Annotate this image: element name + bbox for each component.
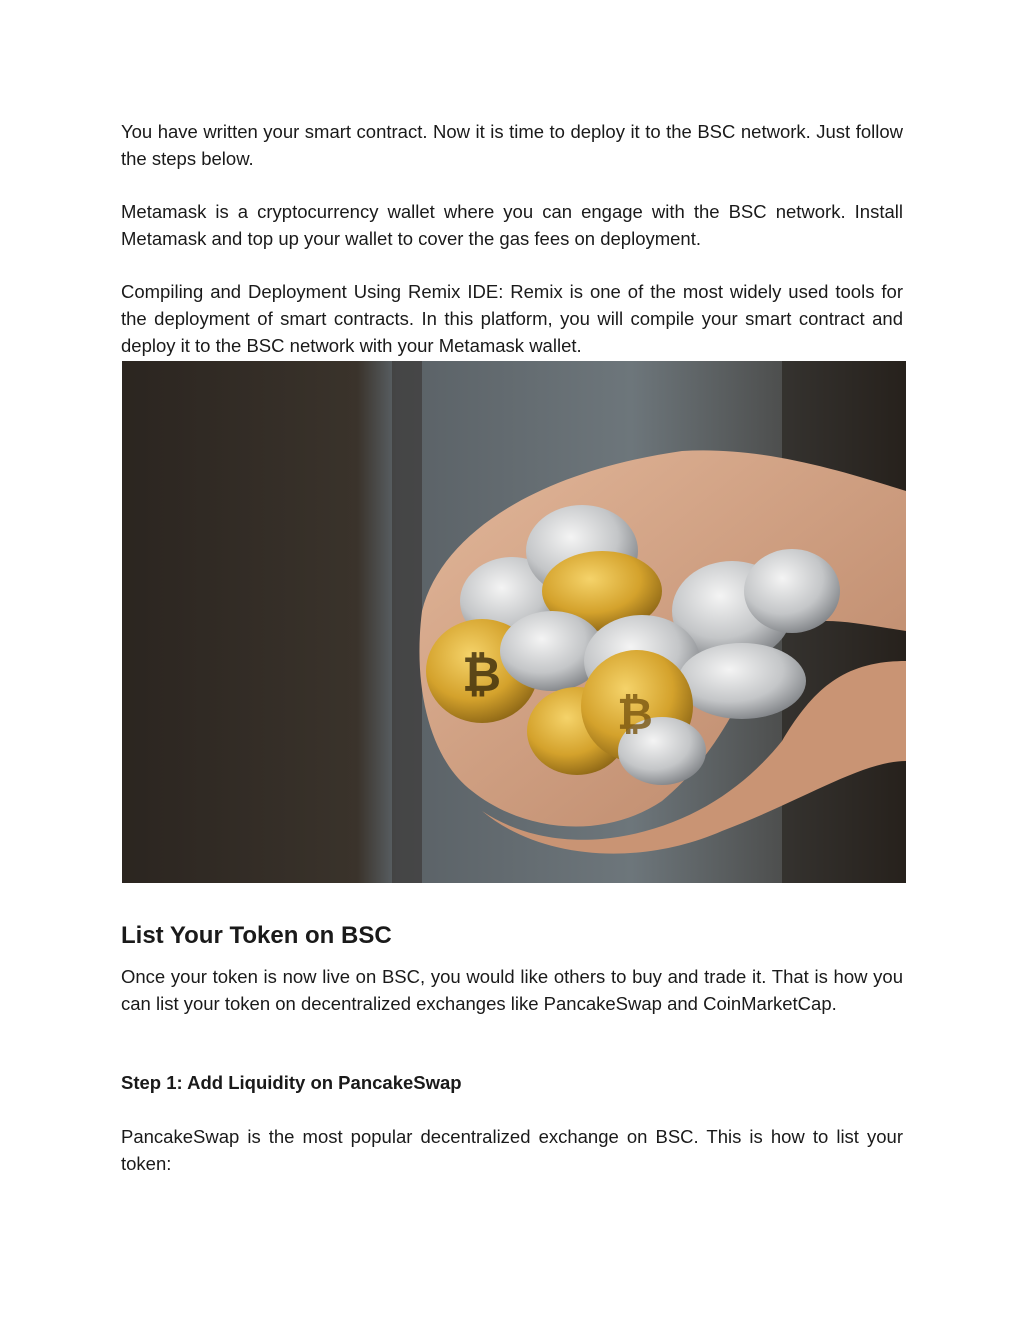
step-heading: Step 1: Add Liquidity on PancakeSwap bbox=[121, 1072, 462, 1093]
crypto-coins-photo bbox=[122, 361, 906, 883]
intro-paragraph-1: You have written your smart contract. Now it is time to deploy it to the BSC network. Just follow the steps below. bbox=[121, 121, 903, 169]
section-heading: List Your Token on BSC bbox=[121, 922, 392, 949]
intro-paragraph-2: Metamask is a cryptocurrency wallet where you can engage with the BSC network. Install Metamask and top up your wallet to cover the gas fees on deployment. bbox=[121, 201, 903, 249]
svg-text:₿: ₿ bbox=[617, 689, 653, 740]
intro-paragraph-3: Compiling and Deployment Using Remix IDE: Remix is one of the most widely used tools for the deployment of smart contracts. In this platform, you will compile your smart contract and deploy it to the BSC network with your Metamask wallet. bbox=[121, 281, 903, 356]
hands-holding-coins-icon bbox=[122, 361, 906, 883]
section-paragraph-2: PancakeSwap is the most popular decentralized exchange on BSC. This is how to list your token: bbox=[121, 1126, 903, 1174]
svg-text:₿: ₿ bbox=[462, 647, 502, 703]
section-paragraph-1: Once your token is now live on BSC, you would like others to buy and trade it. That is how you can list your token on decentralized exchanges like PancakeSwap and CoinMarketCap. bbox=[121, 966, 903, 1014]
